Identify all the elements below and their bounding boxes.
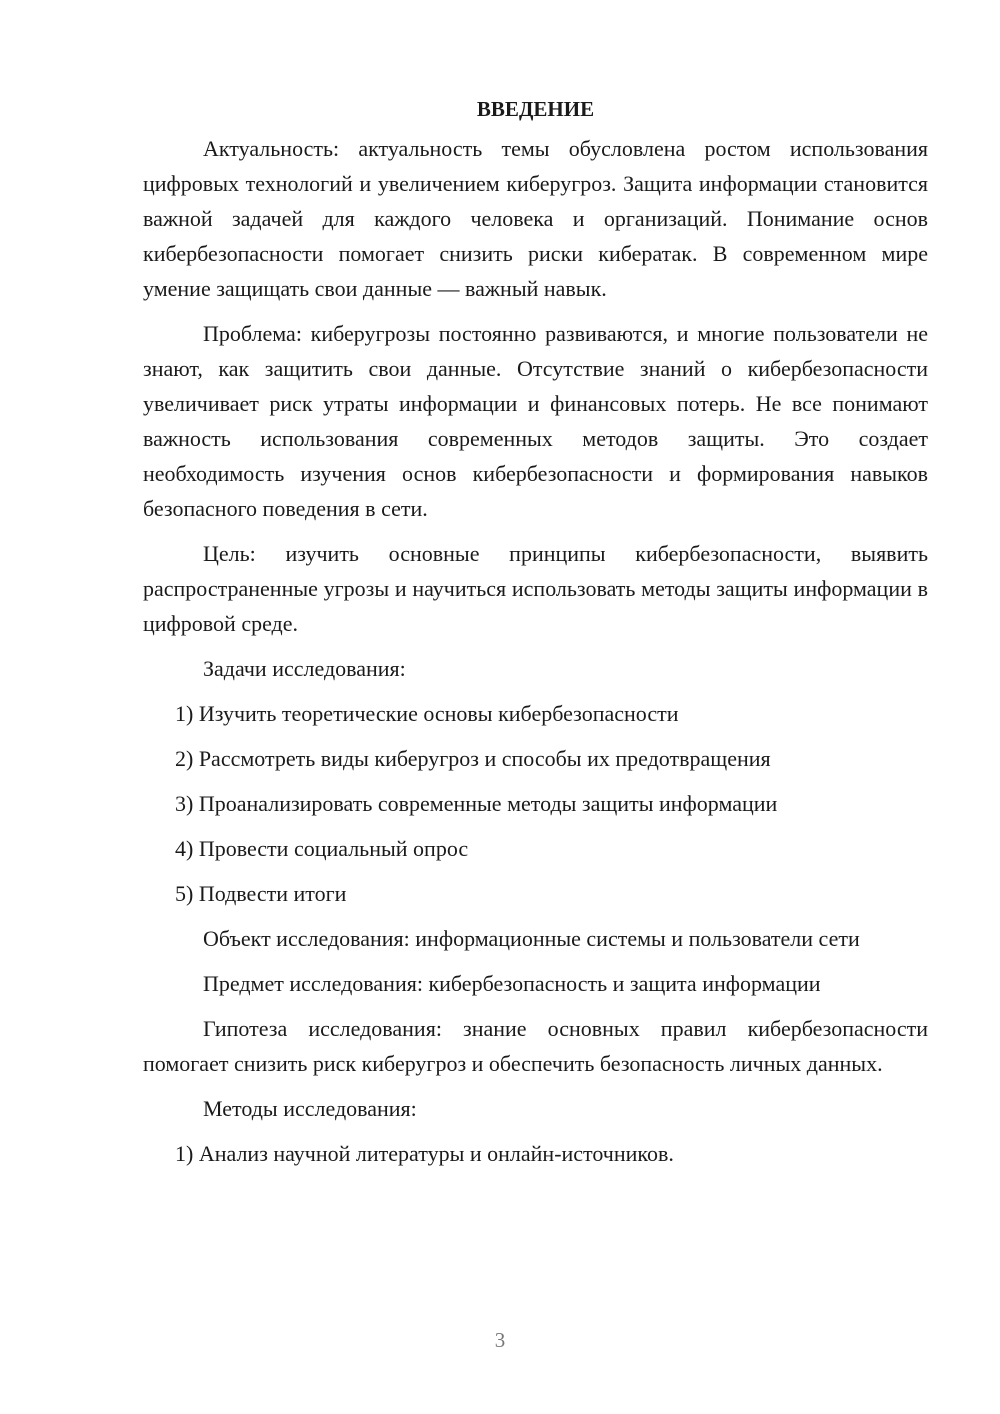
paragraph-problem: Проблема: киберугрозы постоянно развиваются, и многие пользователи не знают, как защитить свои данные. Отсутствие знаний о кибербезопасности увеличивает риск утраты информации и финансовых потерь. Не все понимают важность использования современных методов защиты. Это создает необходимость изучения основ кибербезопасности и формирования навыков безопасного поведения в сети. xyxy=(143,321,928,521)
list-item: 1) Изучить теоретические основы кибербезопасности xyxy=(175,701,679,726)
document-page xyxy=(143,92,928,1181)
list-item: 5) Подвести итоги xyxy=(175,881,347,906)
paragraph-object: Объект исследования: информационные системы и пользователи сети xyxy=(203,926,860,951)
list-item: 1) Анализ научной литературы и онлайн-источников. xyxy=(175,1141,674,1166)
list-item: 3) Проанализировать современные методы защиты информации xyxy=(175,791,778,816)
page-number: 3 xyxy=(494,1328,506,1352)
paragraph-goal: Цель: изучить основные принципы кибербезопасности, выявить распространенные угрозы и научиться использовать методы защиты информации в цифровой среде. xyxy=(143,541,928,636)
paragraph-subject: Предмет исследования: кибербезопасность и защита информации xyxy=(203,971,821,996)
tasks-list xyxy=(143,696,928,911)
paragraph-hypothesis: Гипотеза исследования: знание основных правил кибербезопасности помогает снизить риск киберугроз и обеспечить безопасность личных данных. xyxy=(143,1016,928,1076)
methods-list xyxy=(143,1136,928,1171)
methods-heading: Методы исследования: xyxy=(203,1096,417,1121)
tasks-heading: Задачи исследования: xyxy=(203,656,406,681)
list-item: 4) Провести социальный опрос xyxy=(175,836,469,861)
list-item: 2) Рассмотреть виды киберугроз и способы их предотвращения xyxy=(175,746,771,771)
paragraph-relevance: Актуальность: актуальность темы обусловлена ростом использования цифровых технологий и увеличением киберугроз. Защита информации становится важной задачей для каждого человека и организаций. Понимание основ кибербезопасности помогает снизить риски кибератак. В современном мире умение защищать свои данные — важный навык. xyxy=(143,136,928,301)
page-title: ВВЕДЕНИЕ xyxy=(476,97,595,121)
